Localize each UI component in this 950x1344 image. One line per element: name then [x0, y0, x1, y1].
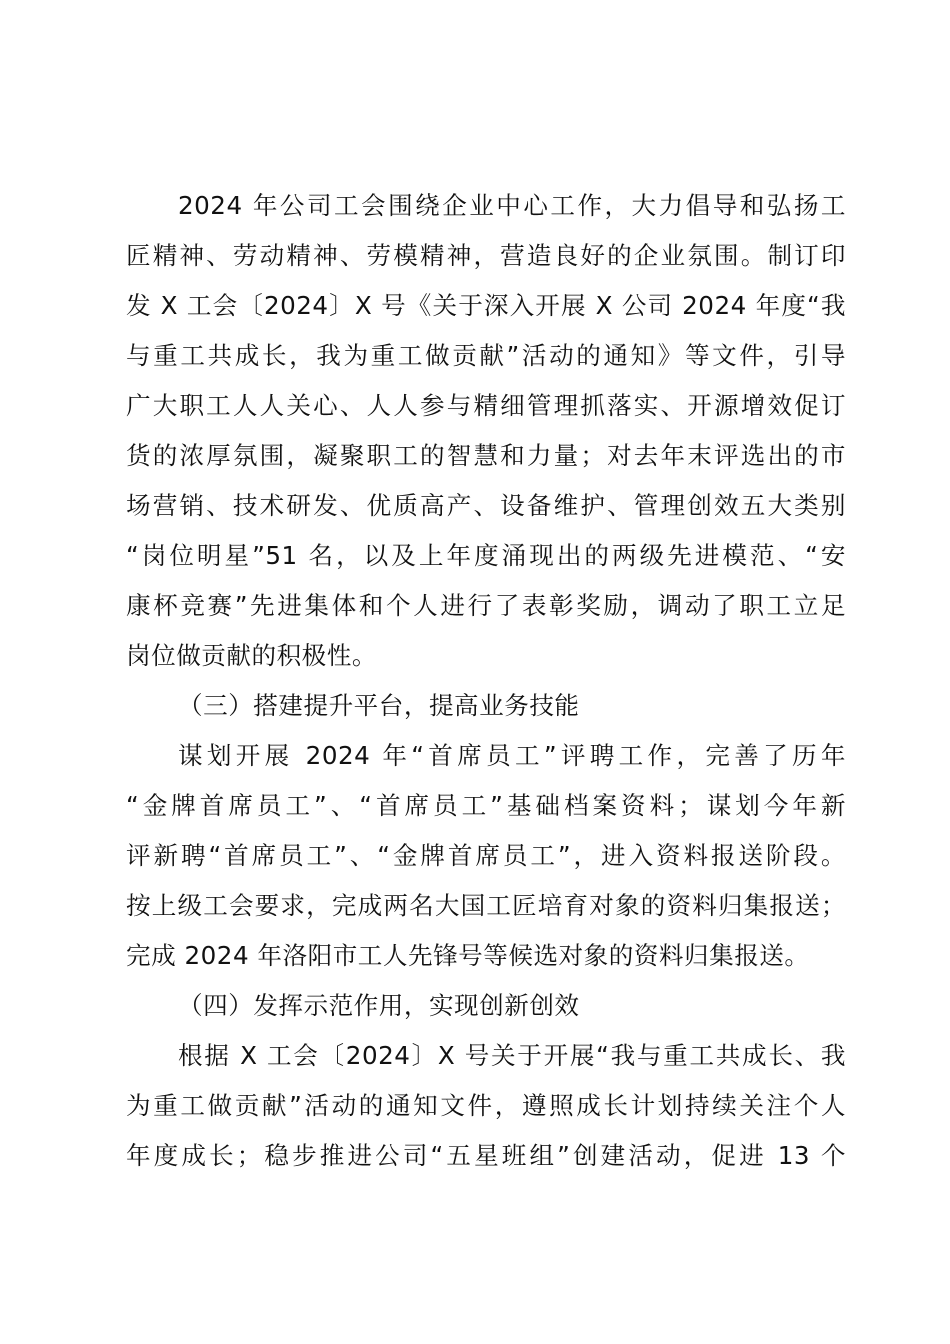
text-line: 场营销、技术研发、优质高产、设备维护、管理创效五大类别 [126, 491, 846, 520]
text-line: 岗位做贡献的积极性。 [126, 641, 377, 670]
paragraph-innovation [126, 1031, 846, 1181]
text-line: 年度成长；稳步推进公司“五星班组”创建活动，促进 13 个 [126, 1141, 846, 1170]
text-line: 完成 2024 年洛阳市工人先锋号等候选对象的资料归集报送。 [126, 941, 810, 970]
section-heading-3: （三）搭建提升平台，提高业务技能 [178, 691, 580, 720]
text-line: 发 X 工会〔2024〕X 号《关于深入开展 X 公司 2024 年度“我 [126, 291, 846, 320]
text-line: “金牌首席员工”、“首席员工”基础档案资料；谋划今年新 [126, 791, 846, 820]
text-line: 广大职工人人关心、人人参与精细管理抓落实、开源增效促订 [126, 391, 846, 420]
text-line: 货的浓厚氛围，凝聚职工的智慧和力量；对去年末评选出的市 [126, 441, 846, 470]
text-line: 按上级工会要求，完成两名大国工匠培育对象的资料归集报送； [126, 891, 846, 920]
text-line: 匠精神、劳动精神、劳模精神，营造良好的企业氛围。制订印 [126, 241, 846, 270]
text-line: 康杯竞赛”先进集体和个人进行了表彰奖励，调动了职工立足 [126, 591, 846, 620]
document-body [126, 181, 846, 1181]
paragraph-chief-employee [126, 731, 846, 981]
text-line: 谋划开展 2024 年“首席员工”评聘工作，完善了历年 [178, 741, 846, 770]
text-line: “岗位明星”51 名，以及上年度涌现出的两级先进模范、“安 [126, 541, 846, 570]
text-line: 为重工做贡献”活动的通知文件，遵照成长计划持续关注个人 [126, 1091, 846, 1120]
text-line: 根据 X 工会〔2024〕X 号关于开展“我与重工共成长、我 [178, 1041, 846, 1070]
section-heading-4: （四）发挥示范作用，实现创新创效 [178, 991, 580, 1020]
paragraph-union-activities [126, 181, 846, 681]
text-line: 评新聘“首席员工”、“金牌首席员工”，进入资料报送阶段。 [126, 841, 846, 870]
text-line: 与重工共成长，我为重工做贡献”活动的通知》等文件，引导 [126, 341, 846, 370]
text-line: 2024 年公司工会围绕企业中心工作，大力倡导和弘扬工 [178, 191, 846, 220]
